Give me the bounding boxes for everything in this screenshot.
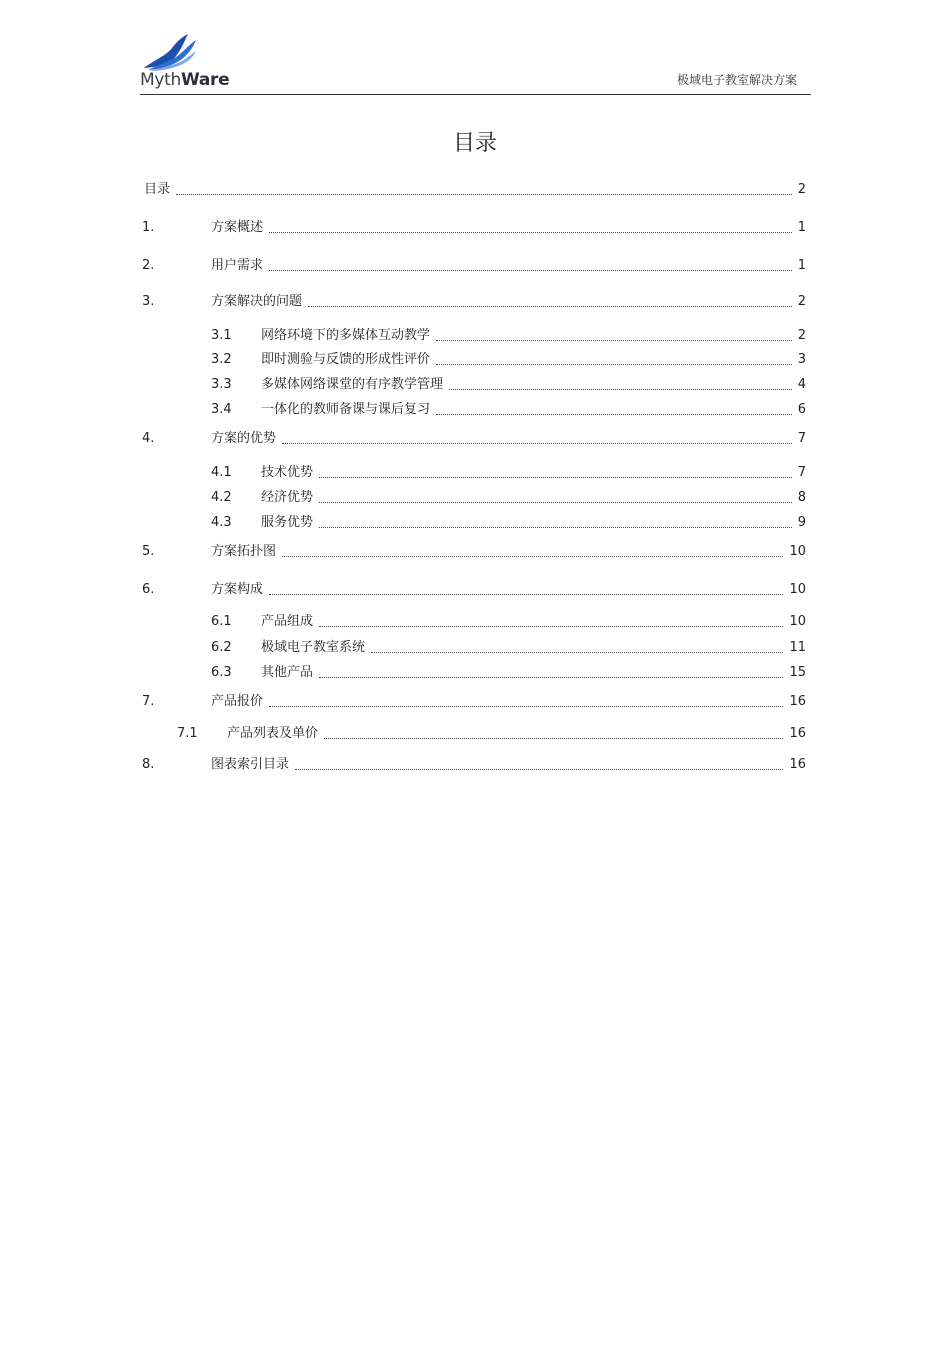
toc-entry-number: 3.4 [211,402,232,417]
toc-entry-number: 3.1 [211,328,232,343]
toc-heading: 目录 [452,131,497,156]
toc-entry-page: 2 [797,328,806,343]
toc-entry-page: 10 [789,614,806,629]
toc-entry-page: 9 [797,515,806,530]
toc-entry-number: 1. [142,220,155,235]
toc-entry-number: 8. [142,757,155,772]
toc-dot-leader [319,465,792,478]
toc-entry-page: 2 [797,182,806,197]
toc-entry-title: 产品列表及单价 [227,726,319,741]
toc-entry-number: 6.3 [211,665,232,680]
toc-dot-leader [319,665,783,678]
toc-dot-leader [449,377,792,390]
toc-entry-number: 6.1 [211,614,232,629]
toc-entry-page: 1 [797,258,806,273]
toc-entry-number: 4.2 [211,490,232,505]
toc-dot-leader [295,757,783,770]
toc-entry-title: 产品组成 [261,614,314,629]
toc-entry-page: 8 [797,490,806,505]
toc-dot-leader [282,544,783,557]
toc-entry[interactable] [211,351,806,369]
toc-entry-title: 目录 [144,182,171,197]
toc-entry-page: 11 [789,640,806,655]
toc-entry[interactable] [211,464,806,482]
toc-dot-leader [308,294,792,307]
toc-entry[interactable] [211,327,806,345]
toc-dot-leader [319,614,783,627]
logo-wordmark: MythWare [140,70,230,90]
toc-entry-title: 即时测验与反馈的形成性评价 [261,352,431,367]
toc-entry-title: 产品报价 [211,694,264,709]
toc-entry[interactable] [142,430,806,448]
toc-entry-page: 7 [797,465,806,480]
toc-entry-page: 1 [797,220,806,235]
toc-dot-leader [282,431,792,444]
toc-entry-title: 方案的优势 [211,431,277,446]
toc-dot-leader [319,515,792,528]
toc-entry[interactable] [142,693,806,711]
toc-entry-number: 3.2 [211,352,232,367]
toc-entry-number: 3.3 [211,377,232,392]
toc-entry-title: 方案解决的问题 [211,294,303,309]
toc-entry-page: 10 [789,544,806,559]
toc-dot-leader [436,352,792,365]
toc-entry-title: 技术优势 [261,465,314,480]
toc-entry[interactable] [142,756,806,774]
toc-entry-page: 3 [797,352,806,367]
toc-entry-title: 方案构成 [211,582,264,597]
toc-entry[interactable] [142,293,806,311]
toc-entry[interactable] [211,613,806,631]
toc-entry[interactable] [211,401,806,419]
toc-entry[interactable] [144,181,806,199]
toc-dot-leader [269,694,783,707]
toc-dot-leader [436,328,792,341]
toc-entry-number: 7. [142,694,155,709]
toc-entry-number: 4.3 [211,515,232,530]
toc-dot-leader [269,258,792,271]
toc-entry[interactable] [211,514,806,532]
toc-entry-title: 多媒体网络课堂的有序教学管理 [261,377,444,392]
toc-entry[interactable] [142,581,806,599]
toc-entry-number: 3. [142,294,155,309]
toc-entry-title: 用户需求 [211,258,264,273]
toc-entry-number: 2. [142,258,155,273]
toc-entry-title: 其他产品 [261,665,314,680]
toc-entry-title: 极域电子教室系统 [261,640,366,655]
toc-entry-page: 16 [789,726,806,741]
toc-dot-leader [324,726,783,739]
toc-entry-title: 方案拓扑图 [211,544,277,559]
toc-entry[interactable] [142,543,806,561]
toc-dot-leader [436,402,792,415]
toc-dot-leader [319,490,792,503]
toc-entry-page: 16 [789,757,806,772]
header-divider [140,94,811,95]
toc-entry-title: 服务优势 [261,515,314,530]
document-title: 极域电子教室解决方案 [676,73,797,87]
mythware-logo [140,34,250,94]
toc-entry[interactable] [211,639,806,657]
toc-entry-title: 一体化的教师备课与课后复习 [261,402,431,417]
toc-entry-page: 2 [797,294,806,309]
toc-entry-page: 10 [789,582,806,597]
toc-entry[interactable] [211,376,806,394]
toc-entry[interactable] [142,219,806,237]
toc-entry-page: 6 [797,402,806,417]
toc-entry[interactable] [177,725,806,743]
toc-entry[interactable] [211,664,806,682]
toc-entry-number: 7.1 [177,726,198,741]
toc-entry[interactable] [211,489,806,507]
toc-entry-title: 经济优势 [261,490,314,505]
toc-dot-leader [269,220,792,233]
toc-entry-number: 6.2 [211,640,232,655]
toc-entry-number: 4.1 [211,465,232,480]
toc-entry-page: 15 [789,665,806,680]
toc-entry-page: 16 [789,694,806,709]
toc-dot-leader [371,640,783,653]
toc-entry-number: 5. [142,544,155,559]
toc-entry-page: 4 [797,377,806,392]
toc-entry-title: 图表索引目录 [211,757,290,772]
toc-entry-page: 7 [797,431,806,446]
eagle-wing-icon [140,34,200,72]
toc-entry-number: 6. [142,582,155,597]
toc-dot-leader [176,182,792,195]
toc-entry-number: 4. [142,431,155,446]
toc-entry[interactable] [142,257,806,275]
toc-entry-title: 方案概述 [211,220,264,235]
toc-dot-leader [269,582,783,595]
toc-entry-title: 网络环境下的多媒体互动教学 [261,328,431,343]
